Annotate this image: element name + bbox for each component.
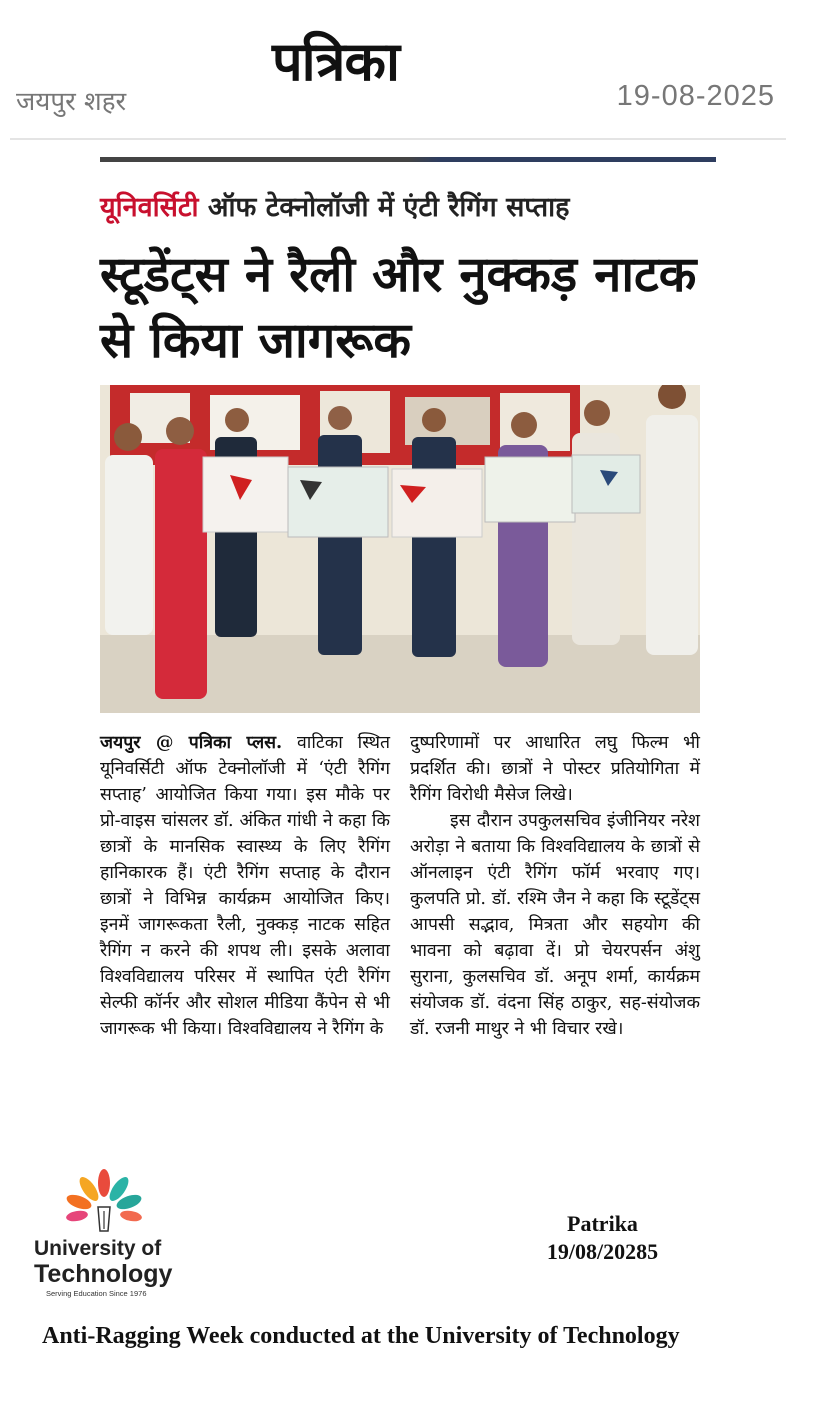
university-name-line2: Technology bbox=[34, 1260, 173, 1288]
masthead bbox=[0, 0, 815, 140]
edition-date: 19-08-2025 bbox=[616, 80, 775, 112]
dateline: जयपुर @ पत्रिका प्लस. bbox=[100, 732, 283, 753]
newspaper-logo: पत्रिका bbox=[272, 30, 399, 93]
source-credit bbox=[535, 1210, 670, 1266]
kicker-highlight: यूनिवर्सिटी bbox=[100, 192, 199, 223]
paragraph: इस दौरान उपकुलसचिव इंजीनियर नरेश अरोड़ा ने बताया कि विश्वविद्यालय के छात्रों से ऑनलाइन एंटी रैगिंग फॉर्म भरवाए गए। कुलपति प्रो. डॉ. रश्मि जैन ने कहा कि स्टूडेंट्स आपसी सद्भाव, मित्रता और सहयोग की भावना को बढ़ावा दें। प्रो चेयरपर्सन अंशु सुराना, कुलसचिव डॉ. अनूप शर्मा, कार्यक्रम संयोजक डॉ. वंदना सिंह ठाकुर, सह-संयोजक डॉ. रजनी माथुर ने भी विचार रखे। bbox=[410, 811, 700, 1039]
masthead-divider bbox=[10, 138, 786, 140]
kicker bbox=[100, 187, 569, 224]
paragraph bbox=[100, 730, 390, 1042]
paragraph: दुष्परिणामों पर आधारित लघु फिल्म भी प्रदर्शित की। छात्रों ने पोस्टर प्रतियोगिता में रैगिंग विरोधी मैसेज लिखे। bbox=[410, 733, 700, 805]
clipping-top-bar bbox=[100, 157, 716, 162]
event-photo bbox=[100, 385, 700, 713]
article-column-right bbox=[410, 730, 700, 1042]
source-name: Patrika bbox=[567, 1211, 638, 1236]
headline: स्टूडेंट्स ने रैली और नुक्कड़ नाटक से किया जागरूक bbox=[100, 246, 697, 369]
edition-city: जयपुर शहर bbox=[16, 87, 127, 117]
body-text: वाटिका स्थित यूनिवर्सिटी ऑफ टेक्नोलॉजी में ‘एंटी रैगिंग सप्ताह’ आयोजित किया गया। इस मौके पर प्रो-वाइस चांसलर डॉ. अंकित गांधी ने कहा कि छात्रों के मानसिक स्वास्थ्य के लिए रैगिंग हानिकारक हैं। एंटी रैगिंग सप्ताह के दौरान छात्रों ने विभिन्न कार्यक्रम आयोजित किए। इनमें जागरूकता रैली, नुक्कड़ नाटक सहित रैगिंग न करने की शपथ ली। इसके अलावा विश्वविद्यालय परिसर में स्थापित एंटी रैगिंग सेल्फी कॉर्नर और सोशल मीडिया कैंपेन से भी जागरूक भी किया। विश्वविद्यालय ने रैगिंग के bbox=[100, 733, 390, 1039]
source-date: 19/08/20285 bbox=[546, 1239, 659, 1264]
clipping-caption: Anti-Ragging Week conducted at the University of Technology bbox=[42, 1323, 680, 1349]
university-tagline: Serving Education Since 1976 bbox=[46, 1289, 147, 1298]
kicker-rest: ऑफ टेक्नोलॉजी में एंटी रैगिंग सप्ताह bbox=[198, 192, 570, 223]
article-column-left bbox=[100, 730, 390, 1042]
university-name-line1: University of bbox=[34, 1237, 162, 1260]
